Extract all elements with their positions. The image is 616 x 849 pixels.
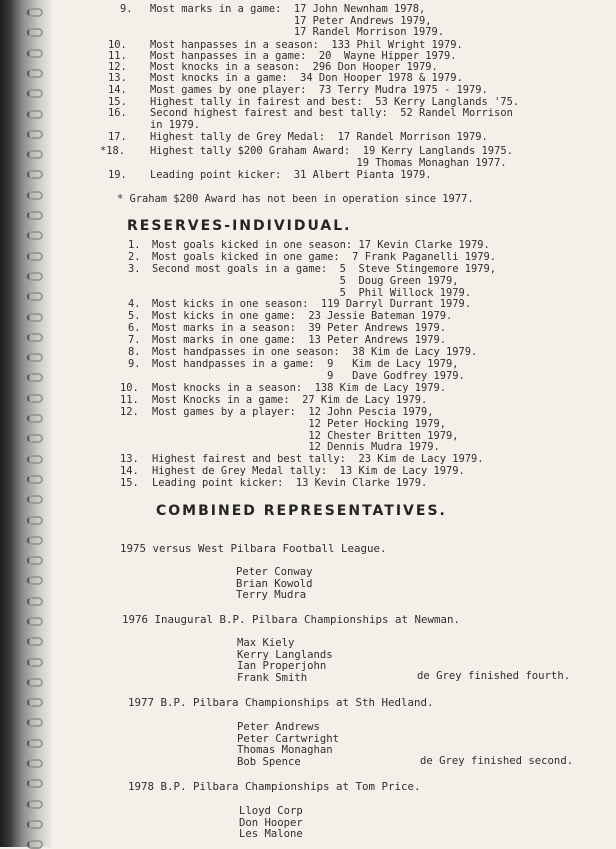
reserve-line: Most goals kicked in one season: 17 Kevin Clarke 1979. bbox=[152, 239, 490, 251]
player-name: Kerry Langlands bbox=[237, 648, 333, 661]
reserve-number: 9. bbox=[128, 358, 141, 370]
record-line: Most marks in a game: 17 John Newnham 1978, bbox=[150, 3, 426, 15]
reserve-number: 6. bbox=[128, 322, 141, 334]
reserve-line: 5 Doug Green 1979, bbox=[152, 274, 459, 287]
reserve-line: Most kicks in one season: 119 Darryl Durrant 1979. bbox=[152, 298, 472, 310]
record-line: Most games by one player: 73 Terry Mudra 1975 - 1979. bbox=[150, 84, 488, 96]
reserve-number: 13. bbox=[120, 453, 139, 465]
record-line: in 1979. bbox=[150, 118, 201, 131]
reserve-line: Most marks in a season: 39 Peter Andrews 1979. bbox=[152, 322, 447, 334]
finish-note: de Grey finished second. bbox=[420, 755, 574, 767]
reserve-line: 12 Chester Britten 1979, bbox=[152, 429, 459, 442]
reserve-line: Highest fairest and best tally: 23 Kim de Lacy 1979. bbox=[152, 453, 484, 465]
record-number: 10. bbox=[108, 39, 127, 51]
reserve-line: 12 Dennis Mudra 1979. bbox=[152, 441, 440, 454]
reserve-number: 1. bbox=[128, 239, 141, 251]
player-name: Peter Conway bbox=[236, 566, 313, 578]
representative-year-title: 1976 Inaugural B.P. Pilbara Championships at Newman. bbox=[122, 613, 461, 626]
record-number: 15. bbox=[108, 96, 127, 108]
record-line: Most knocks in a game: 34 Don Hooper 1978 & 1979. bbox=[150, 72, 463, 84]
reserve-line: Leading point kicker: 13 Kevin Clarke 1979. bbox=[152, 477, 428, 489]
record-line: Second highest fairest and best tally: 52 Randel Morrison bbox=[150, 107, 513, 119]
record-number: 13. bbox=[108, 72, 127, 84]
record-line: Highest tally de Grey Medal: 17 Randel Morrison 1979. bbox=[150, 131, 488, 143]
player-name: Don Hooper bbox=[239, 816, 303, 829]
player-name: Peter Cartwright bbox=[237, 732, 340, 745]
footnote: * Graham $200 Award has not been in operation since 1977. bbox=[117, 193, 474, 205]
record-line: Highest tally in fairest and best: 53 Kerry Langlands '75. bbox=[150, 96, 520, 108]
player-name: Peter Andrews bbox=[237, 721, 320, 733]
record-line: Most hanpasses in a season: 133 Phil Wright 1979. bbox=[150, 39, 463, 51]
reserve-number: 2. bbox=[128, 251, 141, 263]
player-name: Bob Spence bbox=[237, 755, 301, 768]
record-line: Highest tally $200 Graham Award: 19 Kerry Langlands 1975. bbox=[150, 145, 513, 157]
reserve-number: 12. bbox=[120, 406, 139, 418]
record-line: 17 Peter Andrews 1979, bbox=[150, 14, 432, 27]
reserve-line: Most handpasses in a game: 9 Kim de Lacy 1979, bbox=[152, 358, 459, 370]
representative-year-title: 1978 B.P. Pilbara Championships at Tom Price. bbox=[128, 780, 421, 793]
reserve-number: 4. bbox=[128, 298, 141, 310]
reserve-line: Most kicks in one game: 23 Jessie Bateman 1979. bbox=[152, 310, 453, 322]
reserve-number: 3. bbox=[128, 263, 141, 275]
reserve-line: Most games by a player: 12 John Pescia 1979, bbox=[152, 406, 434, 418]
player-name: Max Kiely bbox=[237, 637, 295, 649]
reserve-number: 11. bbox=[120, 394, 139, 406]
reserve-line: Most handpasses in one season: 38 Kim de Lacy 1979. bbox=[152, 346, 478, 358]
record-number: 9. bbox=[120, 3, 133, 15]
player-name: Frank Smith bbox=[237, 671, 308, 684]
reserve-number: 15. bbox=[120, 477, 139, 489]
reserves-heading: RESERVES-INDIVIDUAL. bbox=[127, 218, 352, 234]
record-line: Leading point kicker: 31 Albert Pianta 1979. bbox=[150, 169, 432, 181]
record-number: *18. bbox=[100, 145, 126, 157]
representative-year-title: 1975 versus West Pilbara Football League. bbox=[120, 542, 387, 555]
player-name: Terry Mudra bbox=[236, 589, 307, 602]
reserve-line: Most goals kicked in one game: 7 Frank Paganelli 1979. bbox=[152, 251, 497, 263]
record-line: Most hanpasses in a game: 20 Wayne Hipper 1979. bbox=[150, 50, 457, 62]
record-line: 19 Thomas Monaghan 1977. bbox=[150, 156, 507, 169]
representative-year-title: 1977 B.P. Pilbara Championships at Sth Hedland. bbox=[128, 696, 434, 709]
reserve-line: 12 Peter Hocking 1979, bbox=[152, 417, 447, 430]
record-number: 14. bbox=[108, 84, 127, 96]
reserve-number: 5. bbox=[128, 310, 141, 322]
player-name: Brian Kowold bbox=[236, 577, 313, 590]
reserve-number: 14. bbox=[120, 465, 139, 477]
record-number: 16. bbox=[108, 107, 127, 119]
reserve-line: Most knocks in a season: 138 Kim de Lacy 1979. bbox=[152, 382, 447, 394]
combined-heading: COMBINED REPRESENTATIVES. bbox=[156, 503, 447, 519]
reserve-line: Second most goals in a game: 5 Steve Stingemore 1979, bbox=[152, 263, 497, 275]
reserve-line: Most Knocks in a game: 27 Kim de Lacy 1979. bbox=[152, 394, 428, 406]
player-name: Les Malone bbox=[239, 828, 303, 841]
record-number: 19. bbox=[108, 169, 127, 181]
record-number: 12. bbox=[108, 61, 127, 73]
reserve-line: 5 Phil Willock 1979. bbox=[152, 286, 472, 299]
record-number: 11. bbox=[108, 50, 127, 62]
player-name: Thomas Monaghan bbox=[237, 744, 333, 757]
reserve-line: Most marks in one game: 13 Peter Andrews 1979. bbox=[152, 334, 447, 346]
player-name: Ian Properjohn bbox=[237, 660, 327, 673]
reserve-number: 7. bbox=[128, 334, 141, 346]
record-line: Most knocks in a season: 296 Don Hooper 1979. bbox=[150, 61, 438, 73]
player-name: Lloyd Corp bbox=[239, 805, 303, 817]
reserve-line: 9 Dave Godfrey 1979. bbox=[152, 369, 465, 382]
finish-note: de Grey finished fourth. bbox=[417, 670, 571, 682]
reserve-line: Highest de Grey Medal tally: 13 Kim de Lacy 1979. bbox=[152, 465, 465, 477]
record-number: 17. bbox=[108, 131, 127, 143]
reserve-number: 10. bbox=[120, 382, 139, 394]
record-line: 17 Randel Morrison 1979. bbox=[150, 26, 445, 38]
reserve-number: 8. bbox=[128, 346, 141, 358]
